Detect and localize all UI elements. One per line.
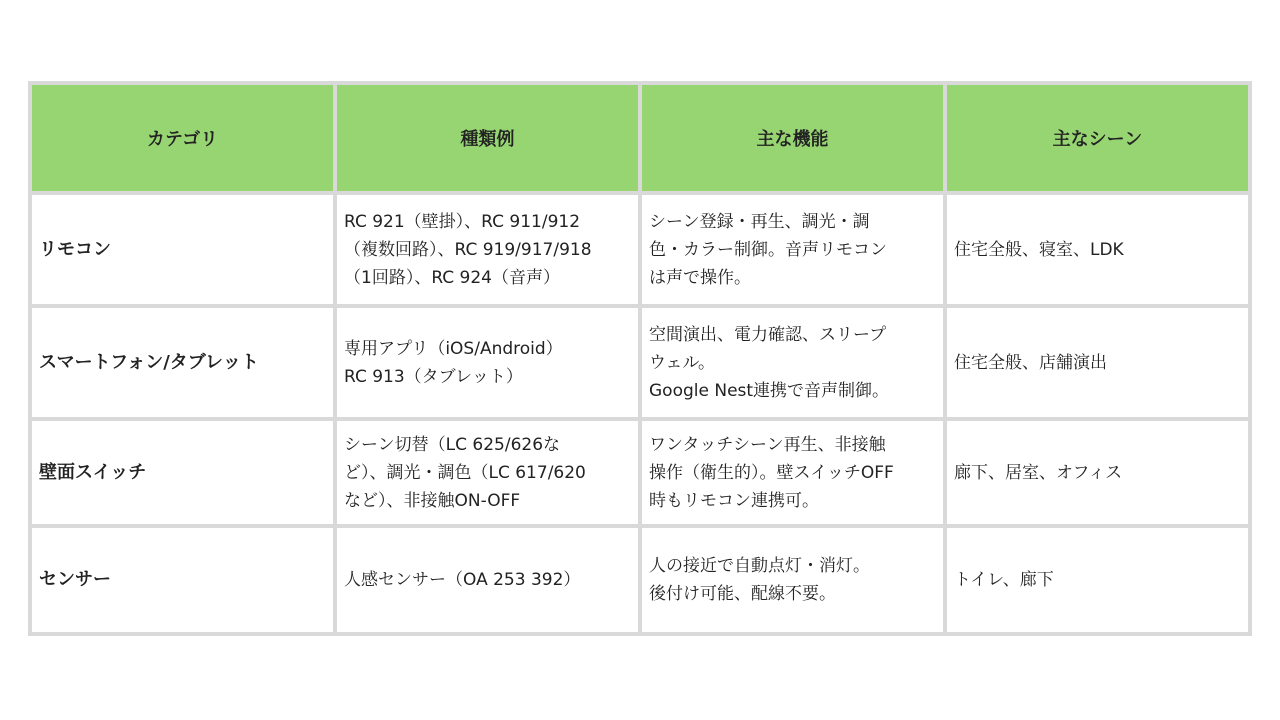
functions-cell: 空間演出、電力確認、スリープ ウェル。 Google Nest連携で音声制御。 [642, 308, 943, 417]
scenes-cell: 廊下、居室、オフィス [947, 421, 1248, 524]
table-header-row [32, 85, 1248, 191]
product-table-container [28, 81, 1252, 636]
functions-cell: 人の接近で自動点灯・消灯。 後付け可能、配線不要。 [642, 528, 943, 632]
column-header-examples: 種類例 [337, 85, 638, 191]
category-cell: センサー [32, 528, 333, 632]
product-table [28, 81, 1252, 636]
table-row [32, 195, 1248, 304]
column-header-category: カテゴリ [32, 85, 333, 191]
examples-cell: RC 921（壁掛）、RC 911/912 （複数回路）、RC 919/917/918 （1回路）、RC 924（音声） [337, 195, 638, 304]
scenes-cell: トイレ、廊下 [947, 528, 1248, 632]
column-header-scenes: 主なシーン [947, 85, 1248, 191]
table-row [32, 308, 1248, 417]
scenes-cell: 住宅全般、店舗演出 [947, 308, 1248, 417]
functions-cell: ワンタッチシーン再生、非接触 操作（衛生的）。壁スイッチOFF 時もリモコン連携可。 [642, 421, 943, 524]
category-cell: スマートフォン/タブレット [32, 308, 333, 417]
table-row [32, 421, 1248, 524]
functions-cell: シーン登録・再生、調光・調 色・カラー制御。音声リモコン は声で操作。 [642, 195, 943, 304]
table-row [32, 528, 1248, 632]
examples-cell: 人感センサー（OA 253 392） [337, 528, 638, 632]
column-header-functions: 主な機能 [642, 85, 943, 191]
category-cell: 壁面スイッチ [32, 421, 333, 524]
examples-cell: 専用アプリ（iOS/Android） RC 913（タブレット） [337, 308, 638, 417]
category-cell: リモコン [32, 195, 333, 304]
scenes-cell: 住宅全般、寝室、LDK [947, 195, 1248, 304]
examples-cell: シーン切替（LC 625/626な ど）、調光・調色（LC 617/620 など）、非接触ON-OFF [337, 421, 638, 524]
